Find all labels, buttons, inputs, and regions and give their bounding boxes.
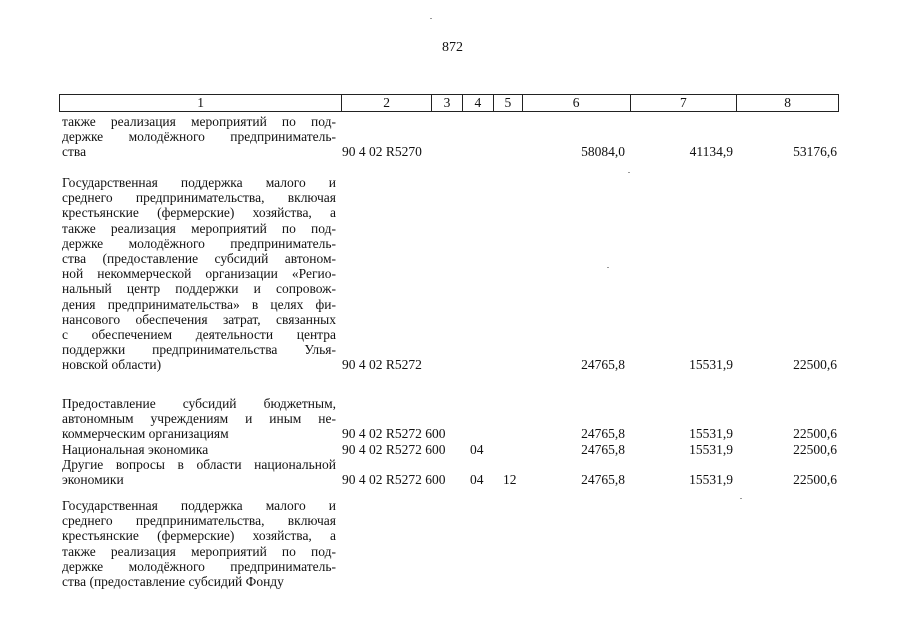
description-line: также реализация мероприятий по под- [62,220,336,236]
header-col-4: 4 [463,95,494,111]
row-value-2022: 24765,8 [581,426,625,442]
scan-speck [430,18,432,19]
row-description [62,175,336,373]
row-value-2023: 15531,9 [689,472,733,488]
row-description [62,457,336,487]
description-line: коммерческим организациям [62,426,229,442]
row-description [62,114,336,160]
row-value-2024: 53176,6 [793,144,837,160]
row-description [62,396,336,442]
table-header [59,94,839,112]
description-line: крестьянские (фермерские) хозяйства, а [62,205,336,221]
description-line: экономики [62,472,124,488]
description-line: также реализация мероприятий по под- [62,543,336,559]
row-value-2022: 24765,8 [581,442,625,457]
page-number: 872 [442,40,463,55]
row-section: 04 [470,472,484,488]
row-value-2024: 22500,6 [793,357,837,373]
description-line: Предоставление субсидий бюджетным, [62,396,336,411]
description-line: ной некоммерческой организации «Регио- [62,266,336,282]
row-code: 90 4 02 R5272 600 [342,442,446,457]
description-line: держке молодёжного предприниматель- [62,129,336,145]
description-line: поддержки предпринимательства Улья- [62,342,336,358]
scan-speck [628,172,630,173]
scan-speck [740,498,742,499]
row-value-2024: 22500,6 [793,426,837,442]
description-line: Государственная поддержка малого и [62,498,336,513]
header-col-6: 6 [523,95,631,111]
row-code: 90 4 02 R5272 600 [342,426,446,442]
row-value-2023: 15531,9 [689,426,733,442]
description-line: ства [62,144,87,160]
header-col-1: 1 [60,95,342,111]
description-line: ства (предоставление субсидий Фонду [62,574,284,590]
row-code: 90 4 02 R5272 600 [342,472,446,488]
description-line: автономным учреждениям и иным не- [62,411,336,427]
description-line: нансового обеспечения затрат, связанных [62,311,336,327]
row-section: 04 [470,442,484,457]
scan-speck [607,267,609,268]
description-line: нальный центр поддержки и сопровож- [62,281,336,297]
description-line: ства (предоставление субсидий автоном- [62,251,336,267]
row-value-2023: 41134,9 [689,144,733,160]
description-line: новской области) [62,357,162,373]
description-line: с обеспечением деятельности центра [62,327,336,343]
header-col-7: 7 [631,95,738,111]
description-line: дения предпринимательства» в целях фи- [62,296,336,312]
row-value-2024: 22500,6 [793,472,837,488]
description-line: Государственная поддержка малого и [62,175,336,190]
row-value-2023: 15531,9 [689,357,733,373]
description-line: также реализация мероприятий по под- [62,114,336,129]
description-line: среднего предпринимательства, включая [62,190,336,206]
description-line: среднего предпринимательства, включая [62,513,336,529]
description-line: держке молодёжного предприниматель- [62,558,336,574]
row-code: 90 4 02 R5272 [342,357,422,373]
row-value-2024: 22500,6 [793,442,837,457]
description-line: крестьянские (фермерские) хозяйства, а [62,528,336,544]
row-description [62,442,336,457]
row-code: 90 4 02 R5270 [342,144,422,160]
row-description [62,498,336,589]
description-line: держке молодёжного предприниматель- [62,235,336,251]
row-value-2022: 24765,8 [581,472,625,488]
header-col-8: 8 [784,95,791,110]
description-line: Другие вопросы в области национальной [62,457,336,472]
row-subsection: 12 [503,472,517,488]
row-value-2022: 24765,8 [581,357,625,373]
row-value-2023: 15531,9 [689,442,733,457]
row-value-2022: 58084,0 [581,144,625,160]
description-line: Национальная экономика [62,442,209,457]
header-col-2: 2 [342,95,432,111]
header-col-3: 3 [432,95,463,111]
header-col-5: 5 [494,95,523,111]
